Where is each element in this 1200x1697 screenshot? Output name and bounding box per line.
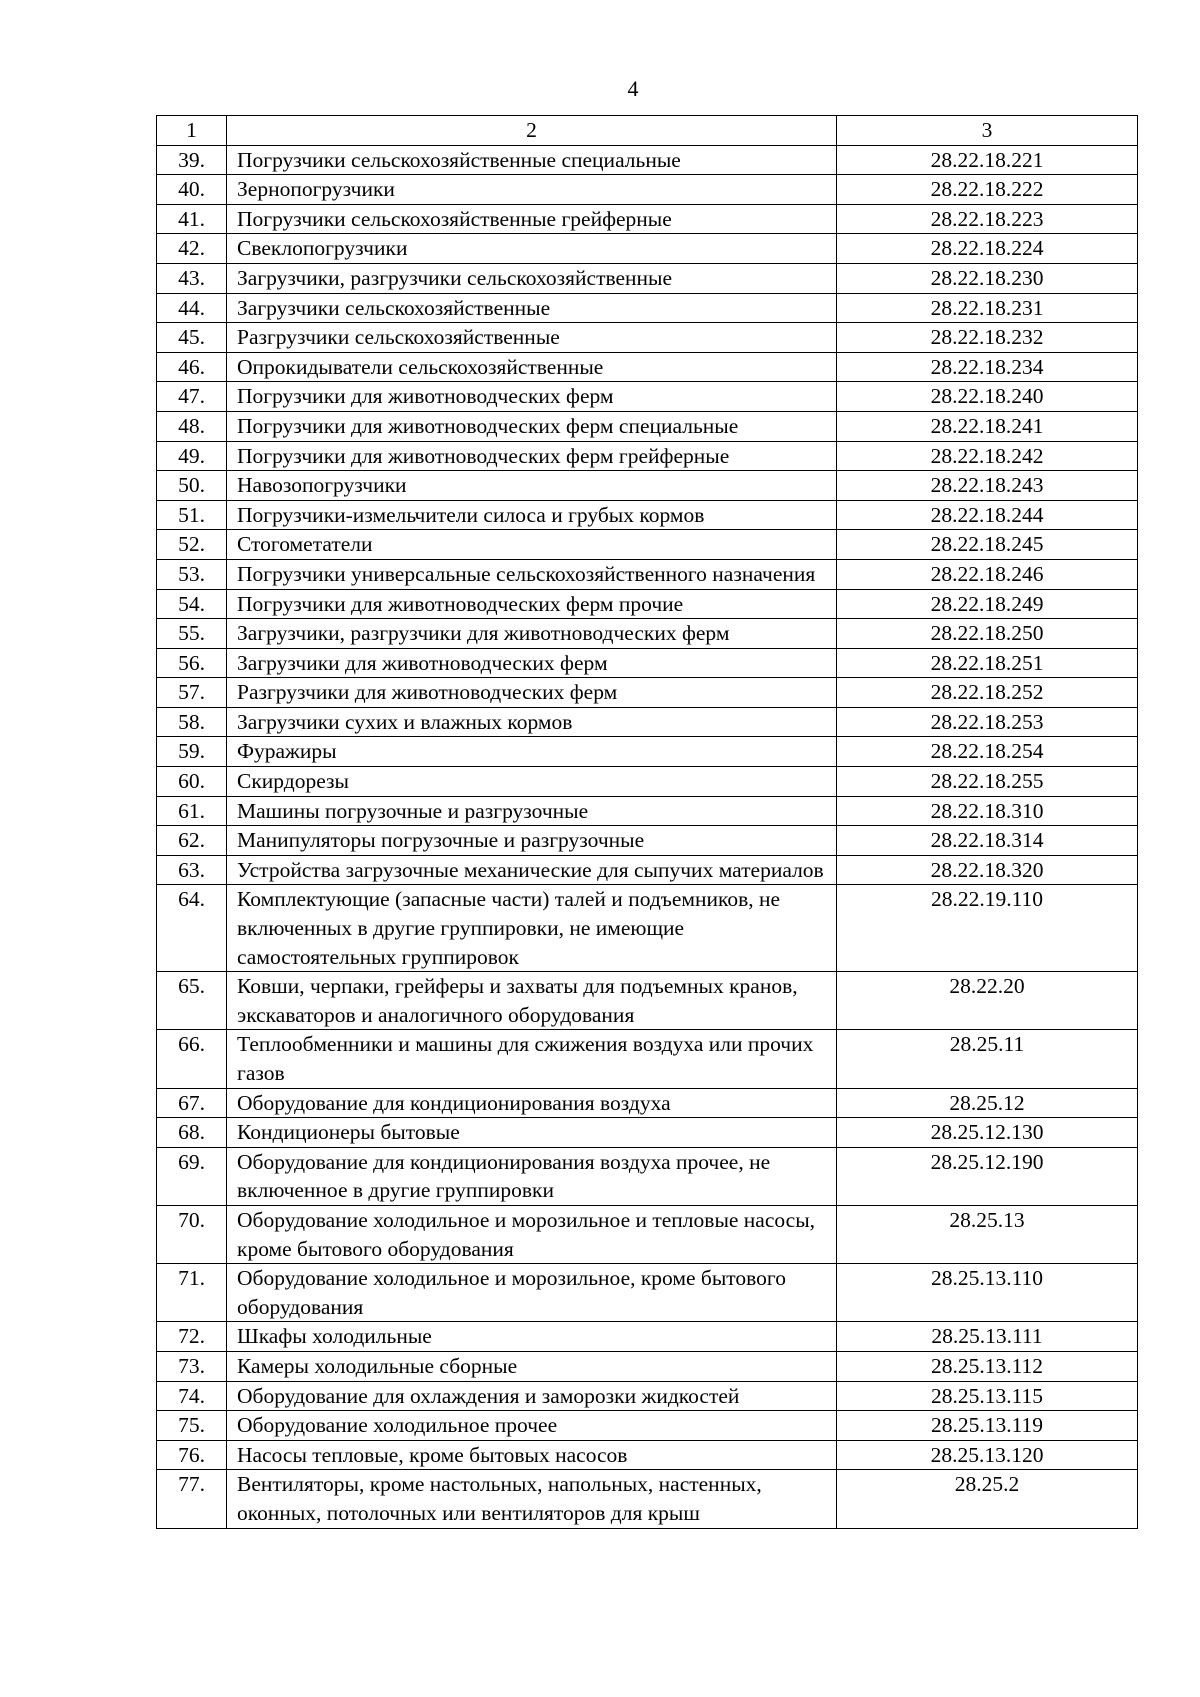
okpd-code-cell: 28.22.18.314 xyxy=(837,826,1138,856)
item-name-cell: Погрузчики универсальные сельскохозяйственного назначения xyxy=(227,559,837,589)
okpd-code-cell: 28.25.13.115 xyxy=(837,1381,1138,1411)
row-number-cell: 55. xyxy=(157,619,227,649)
table-row xyxy=(157,1351,1138,1381)
okpd-code-cell: 28.22.18.245 xyxy=(837,530,1138,560)
row-number-cell: 51. xyxy=(157,500,227,530)
item-name-cell: Камеры холодильные сборные xyxy=(227,1351,837,1381)
okpd-code-cell: 28.22.18.241 xyxy=(837,411,1138,441)
okpd-code-cell: 28.22.18.222 xyxy=(837,175,1138,205)
okpd-code-cell: 28.25.12.190 xyxy=(837,1147,1138,1205)
item-name-cell: Ковши, черпаки, грейферы и захваты для подъемных кранов, экскаваторов и аналогичного оборудования xyxy=(227,972,837,1030)
item-name-cell: Погрузчики для животноводческих ферм xyxy=(227,382,837,412)
row-number-cell: 67. xyxy=(157,1088,227,1118)
okpd-code-cell: 28.22.18.253 xyxy=(837,707,1138,737)
table-row xyxy=(157,263,1138,293)
table-row xyxy=(157,204,1138,234)
table-row xyxy=(157,293,1138,323)
column-header-number: 1 xyxy=(157,116,227,146)
item-name-cell: Шкафы холодильные xyxy=(227,1322,837,1352)
table-row xyxy=(157,1322,1138,1352)
okpd-code-cell: 28.22.18.246 xyxy=(837,559,1138,589)
row-number-cell: 41. xyxy=(157,204,227,234)
item-name-cell: Погрузчики сельскохозяйственные грейферные xyxy=(227,204,837,234)
table-row xyxy=(157,530,1138,560)
okpd-code-cell: 28.25.13.120 xyxy=(837,1440,1138,1470)
okpd-code-cell: 28.25.13.110 xyxy=(837,1264,1138,1322)
row-number-cell: 61. xyxy=(157,796,227,826)
item-name-cell: Навозопогрузчики xyxy=(227,471,837,501)
row-number-cell: 59. xyxy=(157,737,227,767)
okpd-code-cell: 28.22.18.243 xyxy=(837,471,1138,501)
page-number: 4 xyxy=(627,76,639,101)
row-number-cell: 44. xyxy=(157,293,227,323)
table-row xyxy=(157,500,1138,530)
okpd-code-cell: 28.25.13.119 xyxy=(837,1411,1138,1441)
table-row xyxy=(157,234,1138,264)
table-row xyxy=(157,471,1138,501)
row-number-cell: 57. xyxy=(157,678,227,708)
table-row xyxy=(157,175,1138,205)
row-number-cell: 48. xyxy=(157,411,227,441)
table-row xyxy=(157,972,1138,1030)
row-number-cell: 58. xyxy=(157,707,227,737)
table-row xyxy=(157,707,1138,737)
okpd-code-cell: 28.22.18.221 xyxy=(837,145,1138,175)
okpd-code-cell: 28.22.18.232 xyxy=(837,323,1138,353)
item-name-cell: Оборудование для кондиционирования воздуха xyxy=(227,1088,837,1118)
table-row xyxy=(157,1118,1138,1148)
table-header-row xyxy=(157,116,1138,146)
item-name-cell: Оборудование холодильное и морозильное и тепловые насосы, кроме бытового оборудования xyxy=(227,1205,837,1263)
okpd-code-cell: 28.22.18.252 xyxy=(837,678,1138,708)
item-name-cell: Погрузчики-измельчители силоса и грубых кормов xyxy=(227,500,837,530)
okpd-code-cell: 28.22.19.110 xyxy=(837,885,1138,972)
table-row xyxy=(157,767,1138,797)
table-row xyxy=(157,323,1138,353)
row-number-cell: 54. xyxy=(157,589,227,619)
row-number-cell: 68. xyxy=(157,1118,227,1148)
okpd-code-cell: 28.22.18.249 xyxy=(837,589,1138,619)
item-name-cell: Скирдорезы xyxy=(227,767,837,797)
okpd-code-cell: 28.22.18.251 xyxy=(837,648,1138,678)
table-row xyxy=(157,1411,1138,1441)
okpd-code-cell: 28.22.18.231 xyxy=(837,293,1138,323)
table-row xyxy=(157,1381,1138,1411)
row-number-cell: 52. xyxy=(157,530,227,560)
item-name-cell: Оборудование для охлаждения и заморозки жидкостей xyxy=(227,1381,837,1411)
table-row xyxy=(157,648,1138,678)
item-name-cell: Загрузчики сельскохозяйственные xyxy=(227,293,837,323)
row-number-cell: 70. xyxy=(157,1205,227,1263)
column-header-code: 3 xyxy=(837,116,1138,146)
table-row xyxy=(157,855,1138,885)
okpd-code-cell: 28.25.12 xyxy=(837,1088,1138,1118)
table-row xyxy=(157,1088,1138,1118)
table-row xyxy=(157,352,1138,382)
item-name-cell: Загрузчики для животноводческих ферм xyxy=(227,648,837,678)
table-row xyxy=(157,559,1138,589)
row-number-cell: 69. xyxy=(157,1147,227,1205)
item-name-cell: Загрузчики, разгрузчики сельскохозяйственные xyxy=(227,263,837,293)
row-number-cell: 71. xyxy=(157,1264,227,1322)
table-row xyxy=(157,411,1138,441)
item-name-cell: Вентиляторы, кроме настольных, напольных, настенных, оконных, потолочных или вентиляторов для крыш xyxy=(227,1470,837,1528)
row-number-cell: 72. xyxy=(157,1322,227,1352)
okpd-code-cell: 28.22.18.242 xyxy=(837,441,1138,471)
okpd-code-cell: 28.22.18.223 xyxy=(837,204,1138,234)
row-number-cell: 77. xyxy=(157,1470,227,1528)
okpd-code-cell: 28.25.13.111 xyxy=(837,1322,1138,1352)
item-name-cell: Насосы тепловые, кроме бытовых насосов xyxy=(227,1440,837,1470)
okpd-code-cell: 28.25.11 xyxy=(837,1030,1138,1088)
row-number-cell: 64. xyxy=(157,885,227,972)
table-row xyxy=(157,589,1138,619)
item-name-cell: Комплектующие (запасные части) талей и подъемников, не включенных в другие группировки, не имеющие самостоятельных группировок xyxy=(227,885,837,972)
classification-table xyxy=(156,115,1138,1529)
table-row xyxy=(157,1470,1138,1528)
item-name-cell: Погрузчики для животноводческих ферм прочие xyxy=(227,589,837,619)
row-number-cell: 43. xyxy=(157,263,227,293)
okpd-code-cell: 28.22.18.255 xyxy=(837,767,1138,797)
item-name-cell: Машины погрузочные и разгрузочные xyxy=(227,796,837,826)
row-number-cell: 75. xyxy=(157,1411,227,1441)
item-name-cell: Погрузчики для животноводческих ферм специальные xyxy=(227,411,837,441)
item-name-cell: Теплообменники и машины для сжижения воздуха или прочих газов xyxy=(227,1030,837,1088)
okpd-code-cell: 28.22.18.234 xyxy=(837,352,1138,382)
table-row xyxy=(157,796,1138,826)
item-name-cell: Загрузчики сухих и влажных кормов xyxy=(227,707,837,737)
row-number-cell: 39. xyxy=(157,145,227,175)
item-name-cell: Оборудование холодильное прочее xyxy=(227,1411,837,1441)
row-number-cell: 40. xyxy=(157,175,227,205)
row-number-cell: 49. xyxy=(157,441,227,471)
table-row xyxy=(157,1264,1138,1322)
item-name-cell: Загрузчики, разгрузчики для животноводческих ферм xyxy=(227,619,837,649)
item-name-cell: Оборудование для кондиционирования воздуха прочее, не включенное в другие группировки xyxy=(227,1147,837,1205)
table-row xyxy=(157,619,1138,649)
okpd-code-cell: 28.22.18.250 xyxy=(837,619,1138,649)
item-name-cell: Зернопогрузчики xyxy=(227,175,837,205)
item-name-cell: Фуражиры xyxy=(227,737,837,767)
table-row xyxy=(157,885,1138,972)
row-number-cell: 60. xyxy=(157,767,227,797)
okpd-code-cell: 28.22.18.230 xyxy=(837,263,1138,293)
okpd-code-cell: 28.22.18.224 xyxy=(837,234,1138,264)
table-row xyxy=(157,382,1138,412)
row-number-cell: 45. xyxy=(157,323,227,353)
item-name-cell: Манипуляторы погрузочные и разгрузочные xyxy=(227,826,837,856)
okpd-code-cell: 28.25.13.112 xyxy=(837,1351,1138,1381)
table-row xyxy=(157,678,1138,708)
table-row xyxy=(157,145,1138,175)
item-name-cell: Кондиционеры бытовые xyxy=(227,1118,837,1148)
row-number-cell: 76. xyxy=(157,1440,227,1470)
okpd-code-cell: 28.22.18.244 xyxy=(837,500,1138,530)
table-body xyxy=(157,116,1138,1529)
item-name-cell: Погрузчики для животноводческих ферм грейферные xyxy=(227,441,837,471)
table-row xyxy=(157,1440,1138,1470)
row-number-cell: 74. xyxy=(157,1381,227,1411)
table-row xyxy=(157,826,1138,856)
row-number-cell: 65. xyxy=(157,972,227,1030)
item-name-cell: Устройства загрузочные механические для сыпучих материалов xyxy=(227,855,837,885)
item-name-cell: Свеклопогрузчики xyxy=(227,234,837,264)
okpd-code-cell: 28.22.18.254 xyxy=(837,737,1138,767)
table-row xyxy=(157,1205,1138,1263)
row-number-cell: 66. xyxy=(157,1030,227,1088)
row-number-cell: 46. xyxy=(157,352,227,382)
okpd-code-cell: 28.25.12.130 xyxy=(837,1118,1138,1148)
table-row xyxy=(157,1030,1138,1088)
row-number-cell: 47. xyxy=(157,382,227,412)
row-number-cell: 42. xyxy=(157,234,227,264)
row-number-cell: 63. xyxy=(157,855,227,885)
table-row xyxy=(157,1147,1138,1205)
row-number-cell: 73. xyxy=(157,1351,227,1381)
item-name-cell: Оборудование холодильное и морозильное, кроме бытового оборудования xyxy=(227,1264,837,1322)
item-name-cell: Разгрузчики для животноводческих ферм xyxy=(227,678,837,708)
row-number-cell: 53. xyxy=(157,559,227,589)
item-name-cell: Стогометатели xyxy=(227,530,837,560)
okpd-code-cell: 28.22.18.240 xyxy=(837,382,1138,412)
okpd-code-cell: 28.22.18.320 xyxy=(837,855,1138,885)
okpd-code-cell: 28.22.20 xyxy=(837,972,1138,1030)
okpd-code-cell: 28.22.18.310 xyxy=(837,796,1138,826)
item-name-cell: Погрузчики сельскохозяйственные специальные xyxy=(227,145,837,175)
column-header-name: 2 xyxy=(227,116,837,146)
item-name-cell: Опрокидыватели сельскохозяйственные xyxy=(227,352,837,382)
row-number-cell: 50. xyxy=(157,471,227,501)
table-row xyxy=(157,441,1138,471)
row-number-cell: 56. xyxy=(157,648,227,678)
item-name-cell: Разгрузчики сельскохозяйственные xyxy=(227,323,837,353)
table-row xyxy=(157,737,1138,767)
row-number-cell: 62. xyxy=(157,826,227,856)
okpd-code-cell: 28.25.2 xyxy=(837,1470,1138,1528)
okpd-code-cell: 28.25.13 xyxy=(837,1205,1138,1263)
